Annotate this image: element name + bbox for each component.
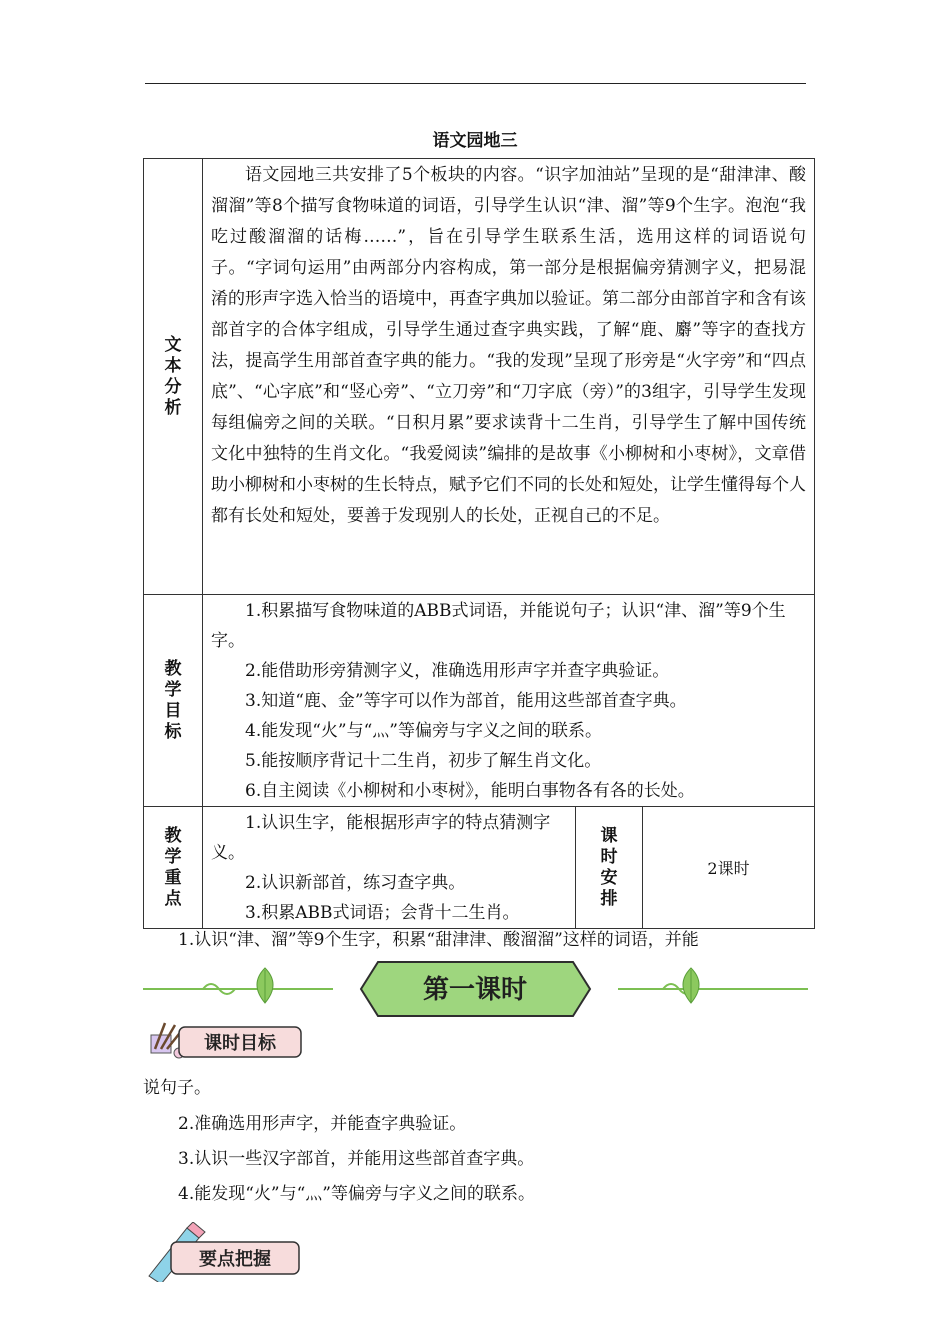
key-points-content-cell — [203, 807, 576, 929]
banner-title: 第一课时 — [422, 975, 528, 1005]
objective-line: 说句子。 — [143, 1078, 211, 1098]
goal-item: 3.知道“鹿、金”等字可以作为部首，能用这些部首查字典。 — [245, 691, 687, 711]
lesson-banner — [143, 958, 808, 1020]
goal-item: 1.积累描写食物味道的ABB式词语，并能说句子；认识“津、溜”等9个生字。 — [211, 601, 786, 651]
goals-content-cell — [203, 595, 815, 807]
objective-line-1: 1.认识“津、溜”等9个生字，积累“甜津津、酸溜溜”这样的词语，并能 — [178, 930, 699, 950]
leaf-icon — [257, 968, 273, 1003]
schedule-label: 课时安排 — [600, 825, 618, 909]
objective-line: 3.认识一些汉字部首，并能用这些部首查字典。 — [178, 1149, 535, 1169]
key-point-item: 1.认识生字，能根据形声字的特点猜测字义。 — [211, 813, 551, 863]
goals-label: 教学目标 — [164, 658, 182, 742]
key-points-badge-text: 要点把握 — [199, 1249, 271, 1270]
goals-row — [144, 595, 815, 807]
objectives-badge-text: 课时目标 — [204, 1033, 276, 1054]
key-points-badge — [143, 1222, 303, 1282]
key-points-label: 教学重点 — [164, 825, 182, 909]
key-points-row — [144, 807, 815, 929]
key-point-item: 2.认识新部首，练习查字典。 — [245, 873, 466, 893]
goal-item: 4.能发现“火”与“灬”等偏旁与字义之间的联系。 — [245, 721, 602, 741]
document-title: 语文园地三 — [432, 131, 518, 151]
goal-item: 5.能按顺序背记十二生肖，初步了解生肖文化。 — [245, 751, 602, 771]
analysis-text: 语文园地三共安排了5个板块的内容。“识字加油站”呈现的是“甜津津、酸溜溜”等8个描写食物味道的词语，引导学生认识“津、溜”等9个生字。泡泡“我吃过酸溜溜的话梅……”，旨在引导学生联系生活，选用这样的词语说句子。“字词句运用”由两部分内容构成，第一部分是根据偏旁猜测字义，把易混淆的形声字选入恰当的语境中，再查字典加以验证。第二部分由部首字和含有该部首字的合体字组成，引导学生通过查字典实践，了解“鹿、麝”等字的查找方法，提高学生用部首查字典的能力。“我的发现”呈现了形旁是“火字旁”和“四点底”、“心字底”和“竖心旁”、“立刀旁”和“刀字底（旁）”的3组字，引导学生发现每组偏旁之间的关联。“日积月累”要求读背十二生肖，引导学生了解中国传统文化中独特的生肖文化。“我爱阅读”编排的是故事《小柳树和小枣树》，文章借助小柳树和小枣树的生长特点，赋予它们不同的长处和短处，让学生懂得每个人都有长处和短处，要善于发现别人的长处，正视自己的不足。 — [211, 165, 806, 526]
analysis-content-cell — [203, 159, 815, 595]
schedule-value: 2课时 — [707, 859, 750, 878]
analysis-label: 文本分析 — [164, 334, 182, 418]
goals-label-cell — [144, 595, 203, 807]
objective-line: 4.能发现“火”与“灬”等偏旁与字义之间的联系。 — [178, 1184, 535, 1204]
header-rule — [145, 83, 806, 84]
key-point-item: 3.积累ABB式词语；会背十二生肖。 — [245, 903, 520, 923]
goal-item: 2.能借助形旁猜测字义，准确选用形声字并查字典验证。 — [245, 661, 670, 681]
objective-line: 2.准确选用形声字，并能查字典验证。 — [178, 1114, 467, 1134]
analysis-label-cell — [144, 159, 203, 595]
key-points-label-cell — [144, 807, 203, 929]
analysis-row — [144, 159, 815, 595]
goal-item: 6.自主阅读《小柳树和小枣树》，能明白事物各有各的长处。 — [245, 781, 695, 801]
schedule-value-cell — [643, 807, 815, 929]
leaf-icon — [683, 968, 699, 1003]
lesson-plan-table — [143, 158, 815, 929]
schedule-label-cell — [576, 807, 643, 929]
objectives-badge — [143, 1020, 303, 1062]
